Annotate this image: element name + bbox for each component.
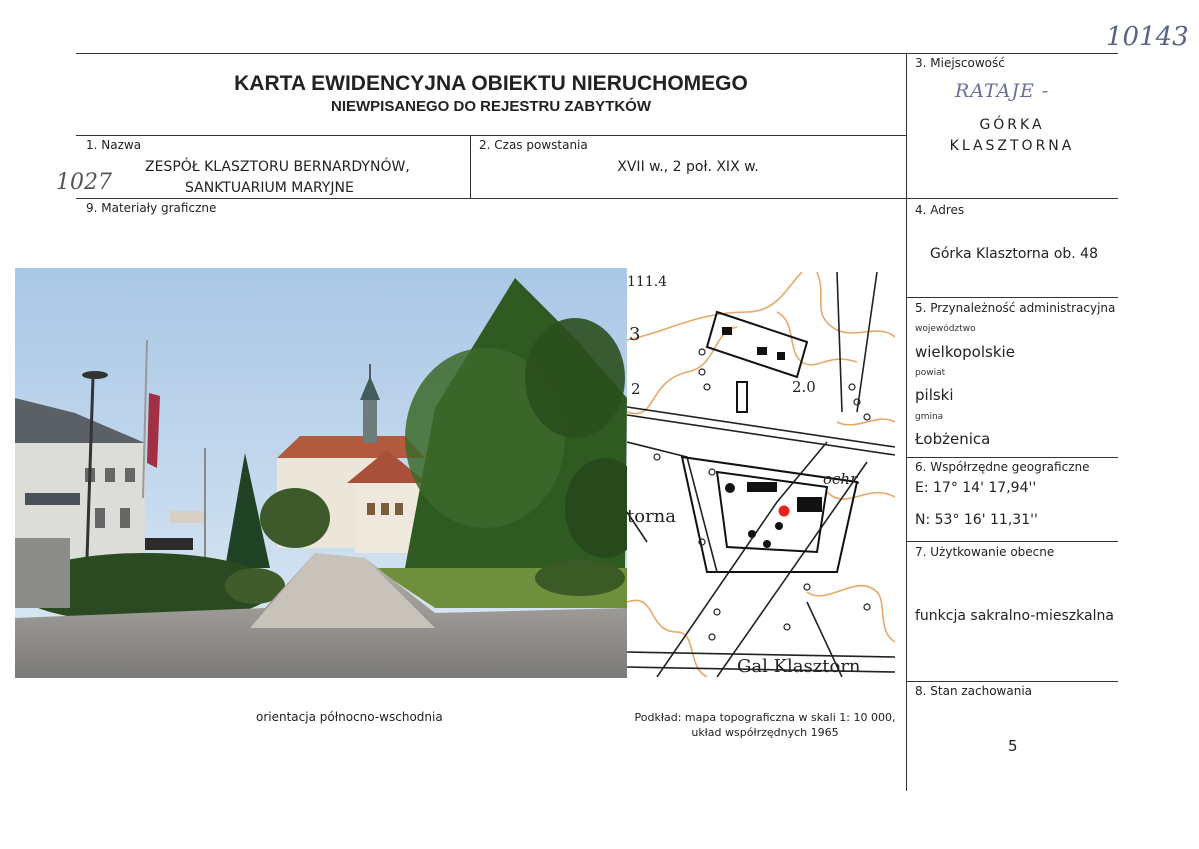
condition-label: 8. Stan zachowania bbox=[915, 684, 1033, 698]
top-border bbox=[76, 53, 1118, 54]
map-caption-line2: układ współrzędnych 1965 bbox=[691, 726, 839, 739]
name-row-bottom-line bbox=[76, 198, 1118, 199]
photo-caption: orientacja północno-wschodnia bbox=[256, 710, 443, 724]
map-caption-line1: Podkład: mapa topograficzna w skali 1: 10 000, bbox=[634, 711, 896, 724]
county-label: powiat bbox=[915, 368, 946, 378]
map-elevation-top: 111.4 bbox=[627, 274, 668, 290]
map-point-4 bbox=[763, 540, 771, 548]
coords-n-value: N: 53° 16' 11,31'' bbox=[915, 512, 1038, 528]
header-bottom-line bbox=[76, 135, 906, 136]
date-label: 2. Czas powstania bbox=[479, 138, 588, 152]
side-number-handwritten: 1027 bbox=[56, 170, 112, 195]
sec7-top-line bbox=[906, 541, 1118, 542]
locality-value-line1: GÓRKA bbox=[979, 117, 1045, 133]
county-value: pilski bbox=[915, 386, 954, 404]
map-point-1 bbox=[725, 483, 735, 493]
map-label-ochr: ochr. bbox=[823, 470, 861, 488]
topographic-map bbox=[627, 272, 895, 677]
admin-label: 5. Przynależność administracyjna bbox=[915, 301, 1116, 315]
voivodeship-value: wielkopolskie bbox=[915, 343, 1015, 361]
coords-label: 6. Współrzędne geograficzne bbox=[915, 460, 1090, 474]
catalog-number-handwritten: 10143 bbox=[1106, 22, 1189, 52]
map-location-marker bbox=[779, 506, 790, 517]
commune-label: gmina bbox=[915, 412, 944, 422]
map-label-2: 2 bbox=[631, 380, 641, 398]
page-subtitle: NIEWPISANEGO DO REJESTRU ZABYTKÓW bbox=[330, 98, 652, 115]
usage-label: 7. Użytkowanie obecne bbox=[915, 545, 1055, 559]
name-value-line1: ZESPÓŁ KLASZTORU BERNARDYNÓW, bbox=[145, 159, 410, 175]
locality-note-handwritten: RATAJE - bbox=[955, 80, 1050, 102]
map-point-2 bbox=[775, 522, 783, 530]
sec5-top-line bbox=[906, 297, 1118, 298]
sec8-top-line bbox=[906, 681, 1118, 682]
monastery-photo bbox=[15, 268, 627, 678]
voivodeship-label: województwo bbox=[915, 324, 976, 334]
map-elevation-mid: 2.0 bbox=[792, 378, 816, 396]
address-label: 4. Adres bbox=[915, 203, 965, 217]
page-title: KARTA EWIDENCYJNA OBIEKTU NIERUCHOMEGO bbox=[234, 72, 748, 95]
name-label: 1. Nazwa bbox=[86, 138, 142, 152]
map-label-torna: torna bbox=[627, 506, 676, 527]
date-value: XVII w., 2 poł. XIX w. bbox=[617, 159, 759, 175]
coords-e-value: E: 17° 14' 17,94'' bbox=[915, 480, 1037, 496]
sec6-top-line bbox=[906, 457, 1118, 458]
map-label-klasztorna: Gal Klasztorn bbox=[737, 656, 861, 677]
map-label-3: 3 bbox=[629, 324, 641, 345]
address-value: Górka Klasztorna ob. 48 bbox=[930, 246, 1098, 262]
commune-value: Łobżenica bbox=[915, 430, 991, 448]
locality-label: 3. Miejscowość bbox=[915, 56, 1005, 70]
usage-value: funkcja sakralno-mieszkalna bbox=[915, 608, 1114, 624]
condition-value: 5 bbox=[1008, 737, 1018, 755]
name-value-line2: SANKTUARIUM MARYJNE bbox=[185, 180, 354, 196]
locality-value-line2: KLASZTORNA bbox=[949, 138, 1075, 154]
graphics-label: 9. Materiały graficzne bbox=[86, 201, 217, 215]
map-point-3 bbox=[748, 530, 756, 538]
